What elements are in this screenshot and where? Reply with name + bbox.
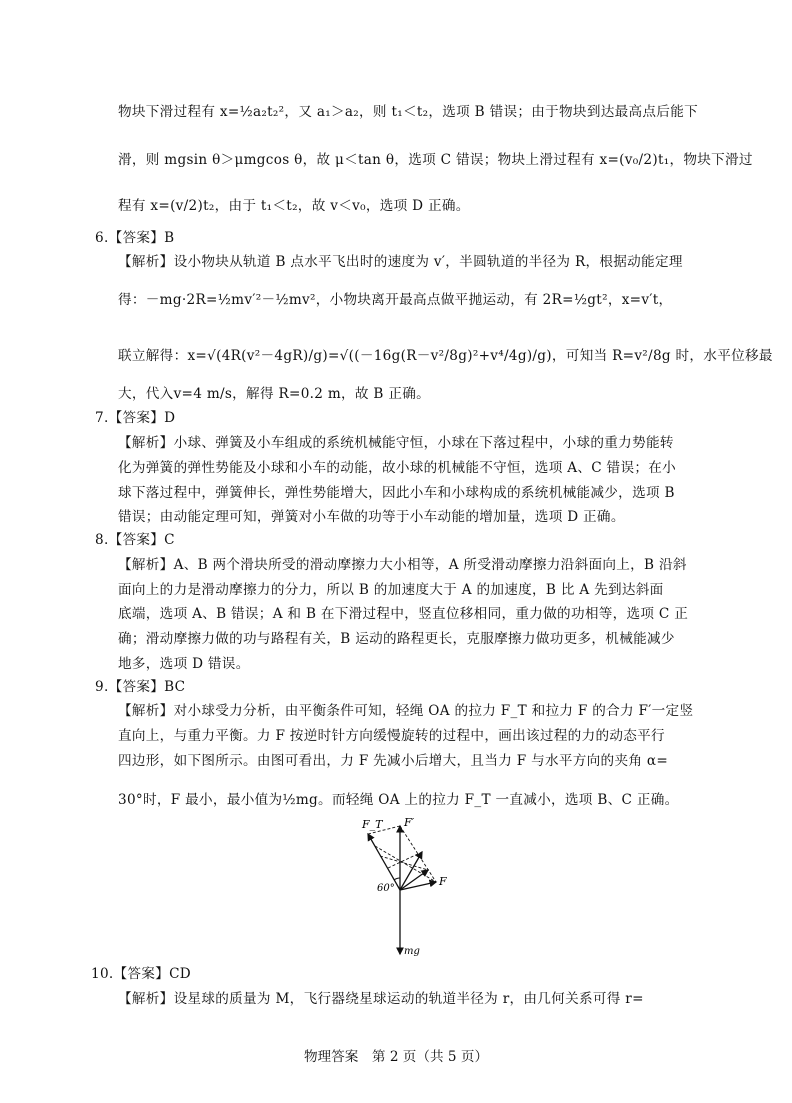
text-line: 球下落过程中，弹簧伸长，弹性势能增大，因此小车和小球构成的系统机械能减少，选项 B	[118, 485, 675, 501]
force-F-arrow	[400, 852, 422, 890]
text-line: 得：－mg·2R=½mv′²－½mv²，小物块离开最高点做平抛运动，有 2R=½gt²，x=v′t，	[118, 292, 673, 308]
text-line: 大，代入v=4 m/s，解得 R=0.2 m，故 B 正确。	[118, 386, 431, 402]
answer-heading-9: 9.【答案】BC	[95, 679, 186, 695]
answer-heading-8: 8.【答案】C	[95, 532, 175, 548]
text-line: 30°时，F 最小，最小值为½mg。而轻绳 OA 上的拉力 F_T 一直减小，选项 B、C 正确。	[118, 792, 679, 808]
force-diagram	[350, 812, 460, 960]
text-line: 滑，则 mgsin θ＞μmgcos θ，故 μ＜tan θ，选项 C 错误；物块上滑过程有 x=(v₀/2)t₁，物块下滑过	[118, 152, 753, 168]
label-F: F	[439, 875, 447, 888]
text-line: 【解析】设星球的质量为 M，飞行器绕星球运动的轨道半径为 r，由几何关系可得 r=	[118, 991, 644, 1007]
label-angle: 60°	[377, 883, 395, 894]
dashed-line	[375, 846, 436, 882]
label-FT: F_T	[362, 818, 383, 831]
text-line: 【解析】对小球受力分析，由平衡条件可知，轻绳 OA 的拉力 F_T 和拉力 F 的合力 F′一定竖	[118, 703, 694, 719]
text-line: 直向上，与重力平衡。力 F 按逆时针方向缓慢旋转的过程中，画出该过程的力的动态平行	[118, 728, 665, 744]
text-line: 确；滑动摩擦力做的功与路程有关，B 运动的路程更长，克服摩擦力做功更多，机械能减少	[118, 631, 675, 647]
label-mg: mg	[404, 946, 420, 957]
text-line: 联立解得：x=√(4R(v²－4gR)/g)=√((－16g(R－v²/8g)²+v⁴/4g)/g)，可知当 R=v²/8g 时，水平位移最	[118, 348, 773, 364]
answer-heading-6: 6.【答案】B	[95, 230, 175, 246]
text-line: 物块下滑过程有 x=½a₂t₂²，又 a₁＞a₂，则 t₁＜t₂，选项 B 错误；由于物块到达最高点后能下	[118, 104, 698, 120]
angle-arc	[394, 878, 400, 880]
text-line: 【解析】设小物块从轨道 B 点水平飞出时的速度为 v′，半圆轨道的半径为 R，根据动能定理	[118, 254, 683, 270]
dashed-line	[400, 826, 436, 882]
page-footer: 物理答案 第 2 页（共 5 页）	[303, 1049, 489, 1065]
text-line: 【解析】A、B 两个滑块所受的滑动摩擦力大小相等，A 所受滑动摩擦力沿斜面向上，B 沿斜	[118, 557, 687, 573]
text-line: 程有 x=(v/2)t₂，由于 t₁＜t₂，故 v＜v₀，选项 D 正确。	[118, 198, 470, 214]
text-line: 地多，选项 D 错误。	[118, 656, 250, 672]
text-line: 面向上的力是滑动摩擦力的分力，所以 B 的加速度大于 A 的加速度，B 比 A 先到达斜面	[118, 582, 664, 598]
label-Fprime: F′	[404, 816, 415, 829]
text-line: 错误；由动能定理可知，弹簧对小车做的功等于小车动能的增加量，选项 D 正确。	[118, 509, 625, 525]
tension-arrow	[368, 834, 400, 890]
answer-heading-10: 10.【答案】CD	[91, 966, 191, 982]
text-line: 底端，选项 A、B 错误；A 和 B 在下滑过程中，竖直位移相同，重力做的功相等，选项 C 正	[118, 606, 689, 622]
text-line: 四边形，如下图所示。由图可看出，力 F 先减小后增大，且当力 F 与水平方向的夹角 α=	[118, 753, 669, 769]
text-line: 化为弹簧的弹性势能及小球和小车的动能，故小球的机械能不守恒，选项 A、C 错误；在小	[118, 460, 677, 476]
text-line: 【解析】小球、弹簧及小车组成的系统机械能守恒，小球在下落过程中，小球的重力势能转	[118, 435, 674, 451]
answer-heading-7: 7.【答案】D	[95, 410, 176, 426]
